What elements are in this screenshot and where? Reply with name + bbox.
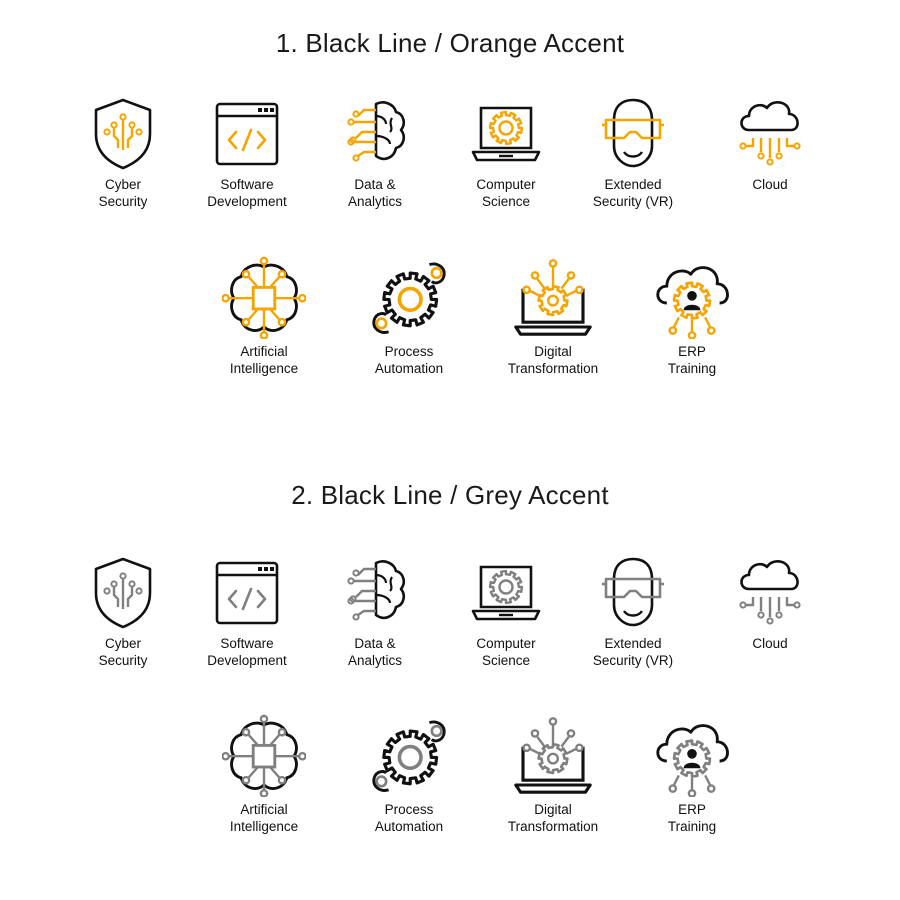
- icon-artificial-intelligence-grey: [204, 713, 324, 835]
- icon-cloud-grey: [710, 555, 830, 652]
- icon-label: Software Development: [207, 177, 287, 209]
- cloud-person-gear-icon: [650, 713, 734, 797]
- code-window-icon: [212, 555, 282, 631]
- icon-label: Computer Science: [476, 636, 536, 668]
- icon-software-development-orange: [187, 96, 307, 210]
- icon-label: Software Development: [207, 636, 287, 668]
- icon-digital-transformation-orange: [493, 255, 613, 377]
- icon-computer-science-grey: [446, 555, 566, 669]
- icon-label: Cloud: [752, 177, 788, 192]
- icon-software-development-grey: [187, 555, 307, 669]
- icon-erp-training-grey: [632, 713, 752, 835]
- code-window-icon: [212, 96, 282, 172]
- icon-label: ERP Training: [667, 344, 717, 376]
- icon-cloud-orange: [710, 96, 830, 193]
- section-title-orange: 1. Black Line / Orange Accent: [275, 28, 625, 58]
- laptop-gear-icon: [471, 96, 541, 172]
- icon-label: Digital Transformation: [507, 344, 599, 376]
- cloud-network-icon: [735, 96, 805, 172]
- shield-icon: [88, 555, 158, 631]
- icon-digital-transformation-grey: [493, 713, 613, 835]
- icon-erp-training-orange: [632, 255, 752, 377]
- vr-headset-icon: [598, 555, 668, 631]
- icon-label: Artificial Intelligence: [229, 802, 299, 834]
- gear-cycle-icon: [367, 713, 451, 797]
- icon-process-automation-grey: [349, 713, 469, 835]
- icon-data-analytics-orange: [315, 96, 435, 210]
- laptop-gear-icon: [471, 555, 541, 631]
- shield-icon: [88, 96, 158, 172]
- vr-headset-icon: [598, 96, 668, 172]
- icon-label: Cloud: [752, 636, 788, 651]
- icon-extended-security-orange: [573, 96, 693, 210]
- icon-cyber-security-grey: [63, 555, 183, 669]
- icon-process-automation-orange: [349, 255, 469, 377]
- icon-cyber-security-orange: [63, 96, 183, 210]
- icon-label: Data & Analytics: [347, 177, 403, 209]
- icon-label: Cyber Security: [98, 177, 148, 209]
- icon-label: Digital Transformation: [507, 802, 599, 834]
- ai-chip-brain-icon: [222, 255, 306, 339]
- laptop-network-icon: [511, 713, 595, 797]
- brain-circuit-icon: [340, 96, 410, 172]
- icon-computer-science-orange: [446, 96, 566, 210]
- icon-label: Extended Security (VR): [592, 177, 674, 209]
- ai-chip-brain-icon: [222, 713, 306, 797]
- laptop-network-icon: [511, 255, 595, 339]
- icon-label: Process Automation: [374, 802, 444, 834]
- brain-circuit-icon: [340, 555, 410, 631]
- icon-label: Data & Analytics: [347, 636, 403, 668]
- icon-label: Artificial Intelligence: [229, 344, 299, 376]
- icon-label: Process Automation: [374, 344, 444, 376]
- section-title-grey: 2. Black Line / Grey Accent: [291, 480, 609, 510]
- cloud-network-icon: [735, 555, 805, 631]
- icon-extended-security-grey: [573, 555, 693, 669]
- icon-label: ERP Training: [667, 802, 717, 834]
- gear-cycle-icon: [367, 255, 451, 339]
- icon-label: Cyber Security: [98, 636, 148, 668]
- icon-label: Computer Science: [476, 177, 536, 209]
- cloud-person-gear-icon: [650, 255, 734, 339]
- icon-data-analytics-grey: [315, 555, 435, 669]
- icon-label: Extended Security (VR): [592, 636, 674, 668]
- icon-artificial-intelligence-orange: [204, 255, 324, 377]
